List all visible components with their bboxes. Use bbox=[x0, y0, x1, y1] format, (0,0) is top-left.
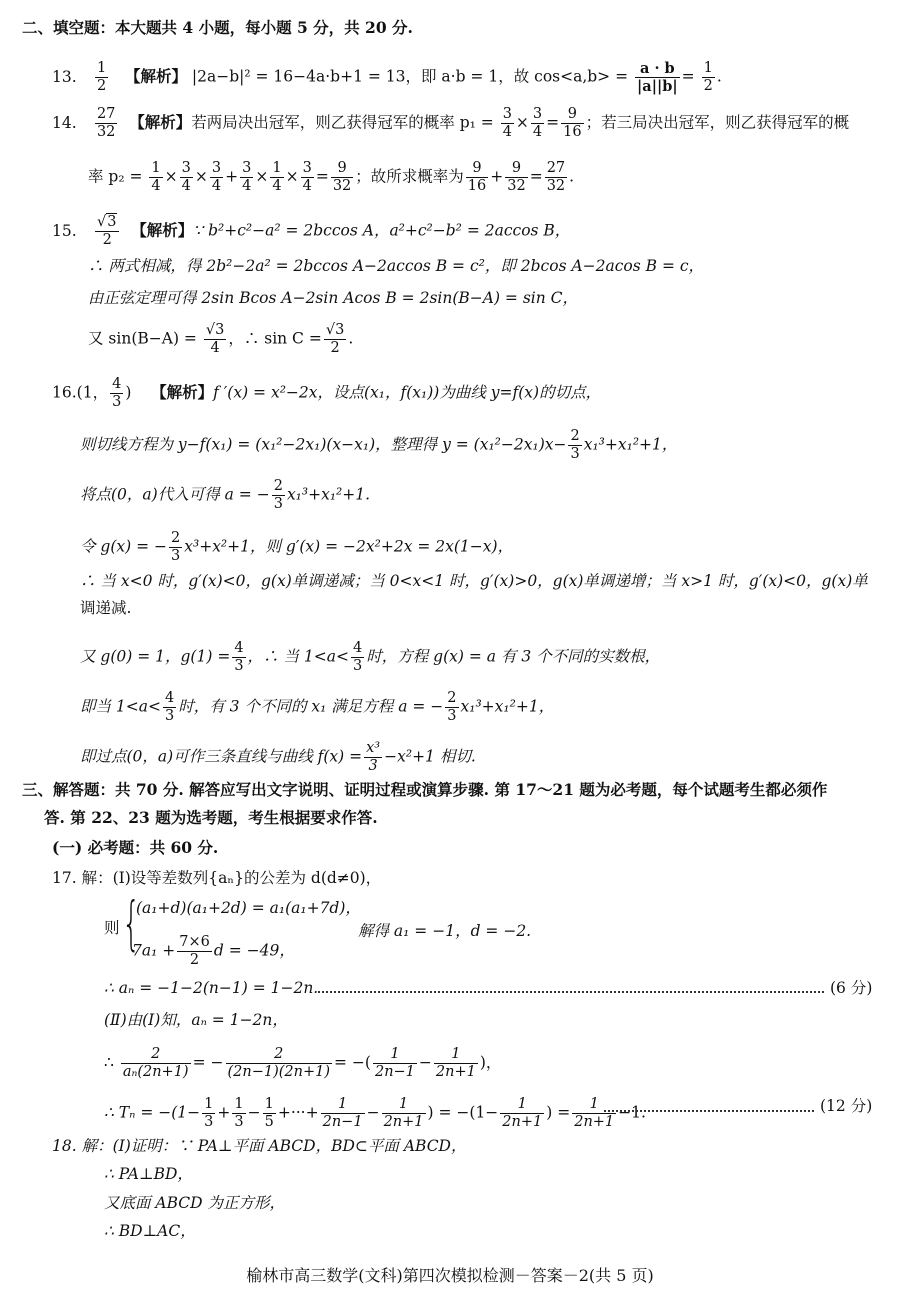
q16-text-2a: 则切线方程为 y−f(x₁) = (x₁²−2x₁)(x−x₁)，整理得 y = (x₁²−2x₁)x− bbox=[80, 435, 567, 454]
q14-sum-b: $\frac{9}{32}$ bbox=[507, 160, 526, 194]
q17-frac-4: $\frac{1}{2n+1}$ bbox=[435, 1046, 476, 1080]
q15-sinc-value: $\frac{√3}{2}$ bbox=[325, 322, 345, 356]
q18-line4: ∴ BD⊥AC， bbox=[104, 1222, 196, 1240]
q17-l3b: = − bbox=[192, 1053, 224, 1072]
q14-p2-term: $\frac{3}{4}$ bbox=[302, 160, 312, 194]
q13-number: 13. bbox=[52, 67, 77, 86]
q13-tag: 【解析】 bbox=[124, 66, 187, 86]
q14-p1-result: $\frac{9}{16}$ bbox=[563, 106, 582, 140]
q17-system-brace: { bbox=[122, 889, 141, 957]
q14-p2-term: $\frac{3}{4}$ bbox=[181, 160, 191, 194]
q16-frac: $\frac{4}{3}$ bbox=[352, 640, 363, 674]
q17-solve: 解得 a₁ = −1，d = −2. bbox=[358, 922, 532, 940]
q15-number: 15. bbox=[52, 221, 77, 240]
q14-p2-result: $\frac{9}{32}$ bbox=[332, 160, 352, 194]
q16-frac: $\frac{2}{3}$ bbox=[570, 428, 580, 462]
q15-line3: 由正弦定理可得 2sin Bcos A−2sin Acos B = 2sin(B−A) = sin C， bbox=[88, 289, 579, 307]
q15-sin-value: $\frac{√3}{4}$ bbox=[205, 322, 225, 356]
q15-line4 bbox=[88, 322, 353, 357]
q15-text-1: ∵ b²+c²−a² = 2bccos A，a²+c²−b² = 2accos B， bbox=[193, 221, 571, 240]
q17-l3a: ∴ bbox=[104, 1053, 114, 1072]
q17-tn-frac: $\frac{1}{2n+1}$ bbox=[383, 1096, 424, 1130]
section3-subheading: (一) 必考题：共 60 分. bbox=[52, 838, 219, 857]
q14-p2-term: $\frac{3}{4}$ bbox=[242, 160, 252, 194]
q14-sum-result: $\frac{27}{32}$ bbox=[546, 160, 566, 194]
q16-text-8c: x₁³+x₁²+1， bbox=[460, 697, 555, 716]
q17-tn-e: −1. bbox=[618, 1103, 646, 1122]
q16-text-9a: 即过点(0，a)可作三条直线与曲线 f(x) = bbox=[80, 747, 363, 766]
q13-cos-fraction: $\frac{a \cdot b}{|a||b|}$ bbox=[637, 60, 678, 95]
q17-an: ∴ aₙ = −1−2(n−1) = 1−2n. bbox=[104, 979, 319, 997]
q16-frac: $\frac{2}{3}$ bbox=[171, 530, 181, 564]
q14-number: 14. bbox=[52, 113, 77, 132]
q17-tn-frac: $\frac{1}{5}$ bbox=[264, 1096, 274, 1130]
q14-p1-frac-a: $\frac{3}{4}$ bbox=[502, 106, 512, 140]
q16-text-3b: x₁³+x₁²+1. bbox=[286, 485, 371, 504]
q17-leader-dots bbox=[318, 991, 824, 993]
q14-p2-term: $\frac{1}{4}$ bbox=[151, 160, 161, 194]
q16-frac: $\frac{\text{x³}}{3}$ bbox=[366, 740, 381, 774]
q16-text-9b: −x²+1 相切. bbox=[384, 747, 476, 766]
q16-tag: 【解析】 bbox=[151, 382, 214, 402]
q16-line5: ∴ 当 x<0 时，g′(x)<0，g(x)单调递减；当 0<x<1 时，g′(x)>0，g(x)单调递增；当 x>1 时，g′(x)<0，g(x)单 bbox=[80, 572, 868, 590]
q17-tn: ∴ Tₙ = −(1− $\frac{1}{3}$ + $\frac{1}{3}$ − $\frac{1}{5}$ +···+ $\frac{1}{2n-1}$ − $\frac{1}{2n+1}$ ) = −(1− $\frac{1}{2n+1}$ ) = $\frac{1}{2n+1}$ −1. bbox=[104, 1096, 646, 1130]
section2-heading: 二、填空题：本大题共 4 小题，每小题 5 分，共 20 分. bbox=[22, 18, 413, 37]
q16-number: 16. bbox=[52, 383, 77, 402]
q17-line1: 17. 解：(Ⅰ)设等差数列{aₙ}的公差为 d(d≠0)， bbox=[52, 869, 382, 887]
q14-text-a: 若两局决出冠军，则乙获得冠军的概率 p₁ = bbox=[191, 113, 494, 132]
q16-line9 bbox=[80, 740, 476, 775]
q16-text-1: f ′(x) = x²−2x，设点(x₁，f(x₁))为曲线 y=f(x)的切点， bbox=[213, 383, 602, 402]
q18-line2: ∴ PA⊥BD， bbox=[104, 1165, 193, 1183]
q13-expr: |2a−b|² = 16−4a·b+1 = 13，即 a·b = 1，故 cos<a,b> = bbox=[191, 67, 629, 86]
q16-answer-frac: $\frac{4}{3}$ bbox=[112, 376, 122, 410]
q17-eq2b: d = −49， bbox=[213, 941, 295, 960]
q14-line2: 率 p₂ = $\frac{1}{4}$ × $\frac{3}{4}$ × $\frac{3}{4}$ + $\frac{3}{4}$ × $\frac{1}{4}$ × $\frac{3}{4}$ = $\frac{9}{32}$ ；故所求概率为 $\frac{9}{16}$ + $\frac{9}{32}$ = $\frac{27}{32}$ . bbox=[88, 160, 575, 194]
q17-frac-3: $\frac{1}{2n-1}$ bbox=[374, 1046, 415, 1080]
q16-line8 bbox=[80, 690, 554, 725]
q17-l3c: = −( bbox=[334, 1053, 371, 1072]
q15-answer: $\frac{√3}{2}$ bbox=[95, 214, 119, 249]
q14-p2-label: 率 p₂ = bbox=[88, 167, 143, 186]
q16-line2 bbox=[80, 428, 677, 463]
q16-text-4a: 令 g(x) = − bbox=[80, 537, 168, 556]
q16-text-7c: 时，方程 g(x) = a 有 3 个不同的实数根， bbox=[366, 647, 661, 666]
q14-sum-a: $\frac{9}{16}$ bbox=[467, 160, 487, 194]
section3-heading-2: 答. 第 22、23 题为选考题，考生根据要求作答. bbox=[44, 808, 378, 827]
q17-score2: (12 分) bbox=[820, 1097, 873, 1115]
q17-tn-frac: $\frac{1}{3}$ bbox=[204, 1096, 214, 1130]
q14-tag: 【解析】 bbox=[129, 112, 192, 132]
q15-tag: 【解析】 bbox=[131, 220, 194, 240]
q16-text-8b: 时，有 3 个不同的 x₁ 满足方程 a = − bbox=[178, 697, 444, 716]
q17-tn-frac: $\frac{1}{2n+1}$ bbox=[574, 1096, 615, 1130]
q16-line7 bbox=[80, 640, 660, 675]
q14-p1-frac-b: $\frac{3}{4}$ bbox=[532, 106, 543, 140]
q17-eq2a: 7a₁ + bbox=[132, 941, 176, 960]
q17-tn-d: ) = bbox=[546, 1103, 571, 1122]
q16-text-2b: x₁³+x₁²+1， bbox=[583, 435, 678, 454]
q16-line6: 调递减. bbox=[80, 599, 132, 617]
q15-period: . bbox=[348, 329, 354, 348]
q16-frac: $\frac{2}{3}$ bbox=[447, 690, 457, 724]
q15-text-4a: 又 sin(B−A) = bbox=[88, 329, 197, 348]
q17-system-eq2 bbox=[132, 934, 295, 969]
q16-text-7a: 又 g(0) = 1，g(1) = bbox=[80, 647, 231, 666]
q18-line1: 18. 解：(Ⅰ)证明：∵ PA⊥平面 ABCD，BD⊂平面 ABCD， bbox=[52, 1137, 467, 1155]
q17-frac-1: $\frac{2}{\text{aₙ(2n+1)}}$ bbox=[122, 1046, 189, 1080]
q13: 13. $\frac{1}{2}$ 【解析】 |2a−b|² = 16−4a·b+1 = 13，即 a·b = 1，故 cos<a,b> = $\frac{a \cdot b}{|a||b|}$ = $\frac{1}{2}$ . bbox=[52, 60, 722, 95]
q16-frac: $\frac{4}{3}$ bbox=[165, 690, 175, 724]
q14-p2-term: $\frac{3}{4}$ bbox=[211, 160, 222, 194]
section3-heading-1: 三、解答题：共 70 分. 解答应写出文字说明、证明过程或演算步骤. 第 17～21 题为必考题，每个试题考生都必须作 bbox=[22, 780, 828, 799]
q14-text-c: ；故所求概率为 bbox=[355, 167, 464, 186]
q16-text-7b: ，∴ 当 1<a< bbox=[247, 647, 349, 666]
q17-tn-frac: $\frac{1}{2n+1}$ bbox=[502, 1096, 543, 1130]
q15-line1 bbox=[52, 214, 570, 249]
q16-text-4b: x³+x²+1，则 g′(x) = −2x²+2x = 2x(1−x)， bbox=[184, 537, 514, 556]
q14-text-b: ；若三局决出冠军，则乙获得冠军的概 bbox=[585, 113, 850, 132]
q13-answer: $\frac{1}{2}$ bbox=[96, 60, 107, 94]
q17-tn-c: ) = −(1− bbox=[427, 1103, 499, 1122]
q17-eq2-frac: $\frac{7\times 6}{2}$ bbox=[179, 934, 210, 968]
q17-frac-2: $\frac{2}{(2n-1)(2n+1)}$ bbox=[227, 1046, 331, 1080]
q14-p2-term: $\frac{1}{4}$ bbox=[272, 160, 282, 194]
q17-l3d: − bbox=[418, 1053, 432, 1072]
q17-line3 bbox=[104, 1046, 501, 1081]
q16-line3 bbox=[80, 478, 370, 513]
q17-l3e: )， bbox=[479, 1053, 502, 1072]
q13-result: $\frac{1}{2}$ bbox=[703, 60, 713, 94]
q17-then: 则 bbox=[104, 919, 120, 937]
q17-leader-dots bbox=[604, 1110, 814, 1112]
q17-part2: (Ⅱ)由(Ⅰ)知，aₙ = 1−2n， bbox=[104, 1011, 288, 1029]
q17-tn-b: +···+ bbox=[277, 1103, 319, 1122]
q17-tn-frac: $\frac{1}{2n-1}$ bbox=[322, 1096, 363, 1130]
q15-text-4b: ，∴ sin C = bbox=[228, 329, 322, 348]
q14-line1: 14. $\frac{27}{32}$ 【解析】若两局决出冠军，则乙获得冠军的概率 p₁ = $\frac{3}{4}$ × $\frac{3}{4}$ = $\frac{9}{16}$ ；若三局决出冠军，则乙获得冠军的概 bbox=[52, 106, 850, 140]
q16-frac: $\frac{4}{3}$ bbox=[234, 640, 244, 674]
q17-tn-a: ∴ Tₙ = −(1− bbox=[104, 1103, 201, 1122]
q18-line3: 又底面 ABCD 为正方形， bbox=[104, 1194, 286, 1212]
q14-answer: $\frac{27}{32}$ bbox=[96, 106, 116, 140]
q16-text-8a: 即当 1<a< bbox=[80, 697, 162, 716]
page-footer: 榆林市高三数学(文科)第四次模拟检测－答案－2(共 5 页) bbox=[246, 1266, 654, 1285]
q16-line1: 16.(1， $\frac{4}{3}$ ) 【解析】f ′(x) = x²−2x，设点(x₁，f(x₁))为曲线 y=f(x)的切点， bbox=[52, 376, 602, 410]
q16-text-3a: 将点(0，a)代入可得 a = − bbox=[80, 485, 270, 504]
q17-score1: (6 分) bbox=[830, 979, 873, 997]
q15-line2: ∴ 两式相减，得 2b²−2a² = 2bccos A−2accos B = c²，即 2bcos A−2acos B = c， bbox=[88, 257, 705, 275]
q16-line4 bbox=[80, 530, 513, 565]
q17-tn-frac: $\frac{1}{3}$ bbox=[234, 1096, 244, 1130]
q17-system-eq1: (a₁+d)(a₁+2d) = a₁(a₁+7d)， bbox=[136, 899, 361, 917]
q16-frac: $\frac{2}{3}$ bbox=[273, 478, 283, 512]
